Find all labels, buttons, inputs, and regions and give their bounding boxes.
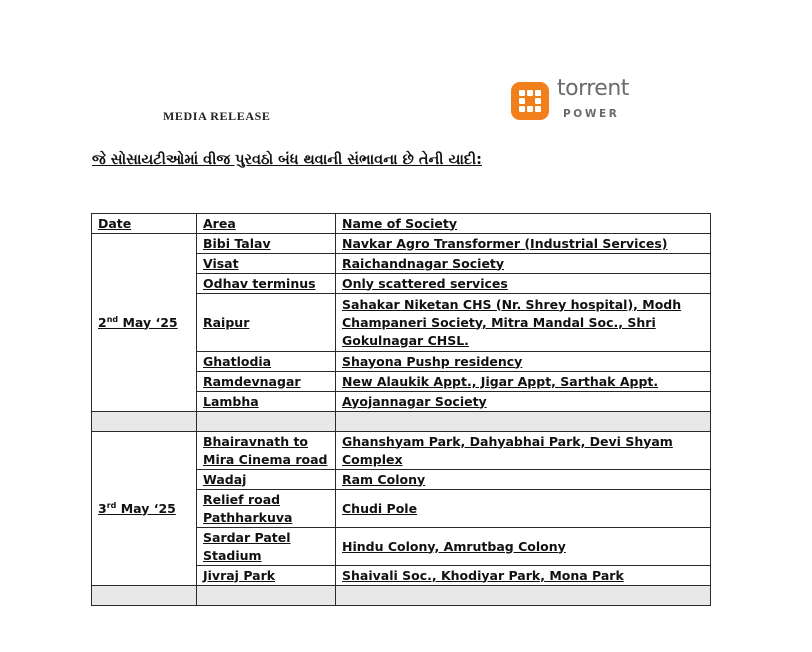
society-cell: Hindu Colony, Amrutbag Colony — [336, 528, 711, 566]
table-header-row — [92, 214, 711, 234]
torrent-grid-logo-icon — [511, 82, 549, 120]
area-cell: Visat — [197, 254, 336, 274]
area-cell: Ramdevnagar — [197, 372, 336, 392]
list-heading: જે સોસાયટીઓમાં વીજ પુરવઠો બંધ થવાની સંભાવના છે તેની યાદી: — [92, 152, 482, 168]
date-cell: 3rd May ‘25 — [92, 432, 197, 586]
table-row — [92, 432, 711, 470]
area-cell: Bhairavnath to Mira Cinema road — [197, 432, 336, 470]
society-cell: Navkar Agro Transformer (Industrial Services) — [336, 234, 711, 254]
society-cell: Chudi Pole — [336, 490, 711, 528]
area-cell: Wadaj — [197, 470, 336, 490]
area-cell: Odhav terminus — [197, 274, 336, 294]
separator-cell — [92, 412, 197, 432]
area-cell: Jivraj Park — [197, 566, 336, 586]
separator-cell — [197, 412, 336, 432]
society-table — [91, 213, 711, 606]
torrent-power-logo — [511, 78, 651, 126]
logo-wordmark: torrent — [557, 76, 629, 101]
area-cell: Sardar Patel Stadium — [197, 528, 336, 566]
society-cell: Ram Colony — [336, 470, 711, 490]
area-cell: Lambha — [197, 392, 336, 412]
society-cell: Shaivali Soc., Khodiyar Park, Mona Park — [336, 566, 711, 586]
separator-cell — [336, 586, 711, 606]
header-date: Date — [92, 214, 197, 234]
area-cell: Ghatlodia — [197, 352, 336, 372]
separator-cell — [197, 586, 336, 606]
area-cell: Raipur — [197, 294, 336, 352]
separator-cell — [92, 586, 197, 606]
society-cell: New Alaukik Appt., Jigar Appt, Sarthak Appt. — [336, 372, 711, 392]
date-cell: 2nd May ‘25 — [92, 234, 197, 412]
area-cell: Relief road Pathharkuva — [197, 490, 336, 528]
separator-cell — [336, 412, 711, 432]
society-cell: Ayojannagar Society — [336, 392, 711, 412]
header-area: Area — [197, 214, 336, 234]
logo-subtitle: POWER — [563, 108, 620, 120]
media-release-label: MEDIA RELEASE — [163, 109, 271, 123]
society-cell: Shayona Pushp residency — [336, 352, 711, 372]
separator-row — [92, 586, 711, 606]
society-cell: Sahakar Niketan CHS (Nr. Shrey hospital), Modh Champaneri Society, Mitra Mandal Soc., Shri Gokulnagar CHSL. — [336, 294, 711, 352]
table-row — [92, 234, 711, 254]
society-cell: Only scattered services — [336, 274, 711, 294]
area-cell: Bibi Talav — [197, 234, 336, 254]
society-cell: Ghanshyam Park, Dahyabhai Park, Devi Shyam Complex — [336, 432, 711, 470]
society-cell: Raichandnagar Society — [336, 254, 711, 274]
separator-row — [92, 412, 711, 432]
header-society: Name of Society — [336, 214, 711, 234]
